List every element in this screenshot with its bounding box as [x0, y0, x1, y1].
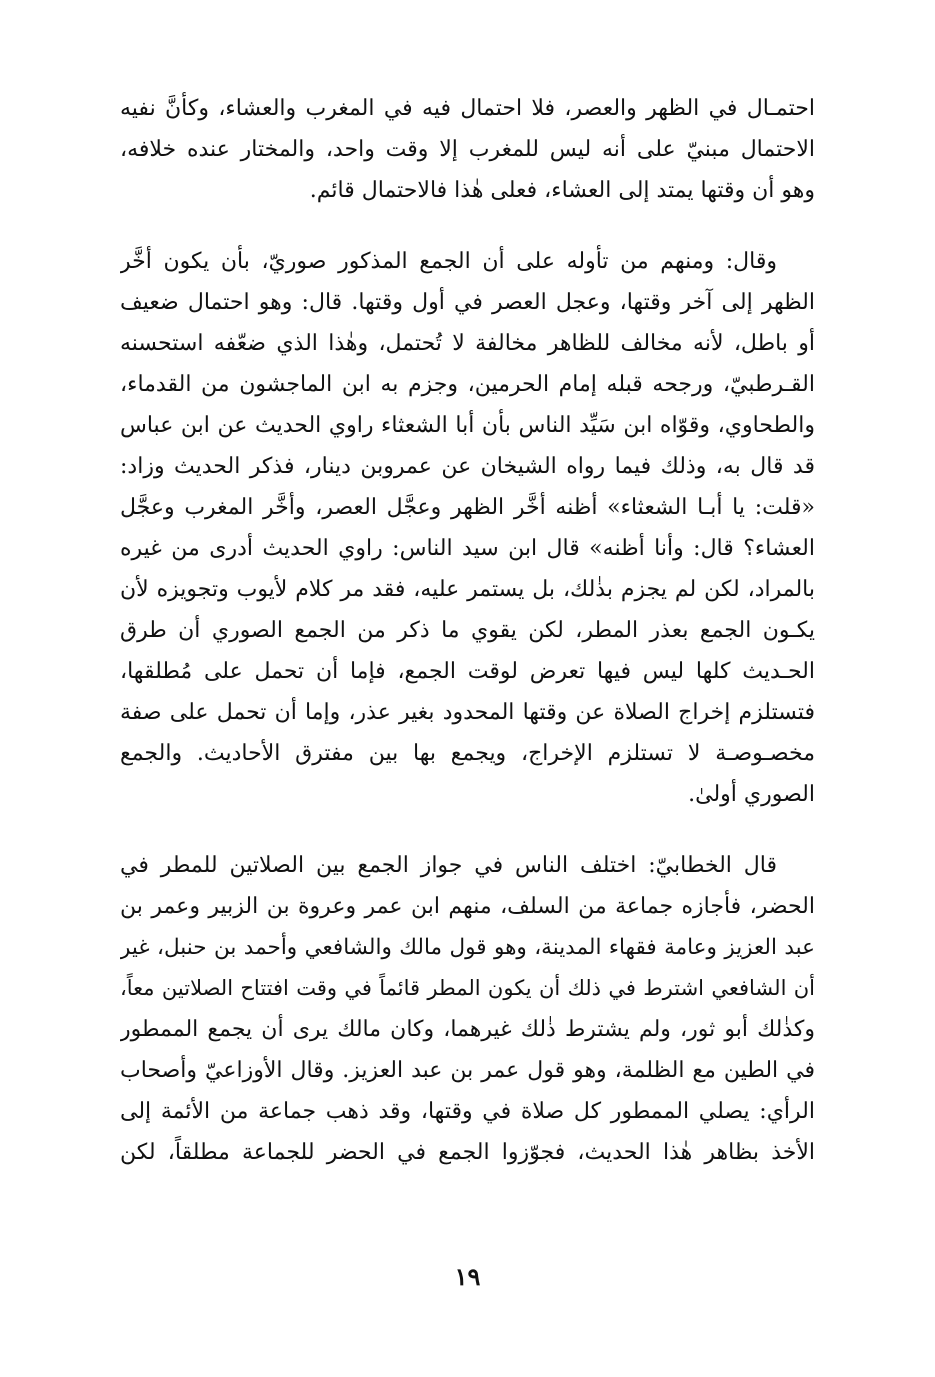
text-line: وهو أن وقتها يمتد إلى العشاء، فعلى هٰذا فالاحتمال قائم. [309, 178, 815, 203]
paragraph-gap [120, 815, 815, 845]
paragraph-1 [120, 88, 815, 211]
text-line: الحضر، فأجازه جماعة من السلف، منهم ابن عمر وعروة بن الزبير وعمر بن [120, 894, 815, 919]
text-line: قال الخطابيّ: اختلف الناس في جواز الجمع بين الصلاتين للمطر في [120, 853, 777, 878]
text-line: العشاء؟ قال: وأنا أظنه» قال ابن سيد الناس: راوي الحديث أدرى من غيره [120, 536, 815, 561]
text-line: فتستلزم إخراج الصلاة عن وقتها المحدود بغير عذر، وإما أن تحمل على صفة [120, 700, 815, 725]
paragraph-gap [120, 211, 815, 241]
text-line: وكذٰلك أبو ثور، ولم يشترط ذٰلك غيرهما، وكان مالك يرى أن يجمع الممطور [120, 1017, 815, 1042]
paragraph-2 [120, 241, 815, 815]
text-line: يكـون الجمع بعذر المطر، لكن يقوي ما ذكر من الجمع الصوري أن طرق [120, 618, 815, 643]
text-line: الرأي: يصلي الممطور كل صلاة في وقتها، وقد ذهب جماعة من الأئمة إلى [120, 1099, 815, 1124]
page-number: ١٩ [454, 1262, 481, 1291]
text-line: الاحتمال مبنيّ على أنه ليس للمغرب إلا وقت واحد، والمختار عنده خلافه، [120, 137, 815, 162]
paragraph-3 [120, 845, 815, 1173]
text-line: «قلت: يا أبـا الشعثاء» أظنه أخَّر الظهر وعجَّل العصر، وأخَّر المغرب وعجَّل [120, 495, 815, 520]
text-line: الحـديث كلها ليس فيها تعرض لوقت الجمع، فإما أن تحمل على مُطلقها، [120, 659, 815, 684]
text-line: الصوري أولىٰ. [688, 782, 815, 807]
text-line: الظهر إلى آخر وقتها، وعجل العصر في أول وقتها. قال: وهو احتمال ضعيف [120, 290, 815, 315]
text-line: مخصـوصـة لا تستلزم الإخراج، ويجمع بها بين مفترق الأحاديث. والجمع [120, 741, 815, 766]
text-line: القـرطبيّ، ورجحه قبله إمام الحرمين، وجزم به ابن الماجشون من القدماء، [120, 372, 815, 397]
text-line: أن الشافعي اشترط في ذلك أن يكون المطر قائماً في وقت افتتاح الصلاتين معاً، [120, 976, 815, 1000]
text-line: بالمراد، لكن لم يجزم بذٰلك، بل يستمر عليه، فقد مر كلام لأيوب وتجويزه لأن [120, 577, 815, 602]
text-line: في الطين مع الظلمة، وهو قول عمر بن عبد العزيز. وقال الأوزاعيّ وأصحاب [120, 1058, 815, 1083]
text-line: عبد العزيز وعامة فقهاء المدينة، وهو قول مالك والشافعي وأحمد بن حنبل، غير [120, 935, 815, 960]
text-line: أو باطل، لأنه مخالف للظاهر مخالفة لا تُحتمل، وهٰذا الذي ضعّفه استحسنه [120, 331, 815, 356]
text-line: وقال: ومنهم من تأوله على أن الجمع المذكور صوريّ، بأن يكون أخَّر [120, 249, 777, 274]
text-line: قد قال به، وذلك فيما رواه الشيخان عن عمروبن دينار، فذكر الحديث وزاد: [120, 454, 815, 479]
text-line: والطحاوي، وقوّاه ابن سَيِّد الناس بأن أبا الشعثاء راوي الحديث عن ابن عباس [120, 413, 815, 438]
text-line: الأخذ بظاهر هٰذا الحديث، فجوّزوا الجمع في الحضر للجماعة مطلقاً، لكن [120, 1140, 815, 1165]
text-line: احتمـال في الظهر والعصر، فلا احتمال فيه في المغرب والعشاء، وكأنَّ نفيه [120, 96, 815, 121]
text-column [120, 88, 815, 1173]
